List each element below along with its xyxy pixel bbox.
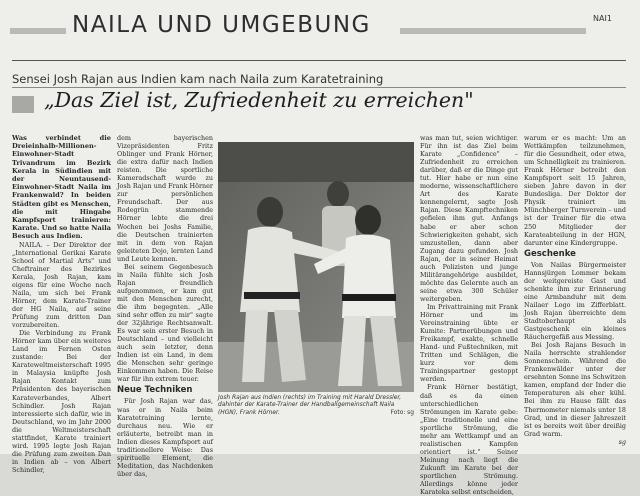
caption-text: Josh Rajan aus Indien (rechts) im Training mit Harald Dressler, dahinter der Karate-Trainer der Handballgemeinschaft Naila (HGN), Frank Hörner.: [218, 395, 402, 416]
body-paragraph: Bei Josh Rajans Besuch in Naila herrschte strahlender Sonnenschein. Während die Frankenwälder unter der ersehnten Sonne ins Schwitzen kamen, empfand der Inder die Temperaturen als eher kühl. Bei ihm zu Hause fällt das Thermometer niemals unter 18 Grad, und in dieser Jahreszeit ist es bereits weit über dreißig Grad warm.: [524, 341, 626, 438]
article-column-4: [524, 134, 626, 446]
body-paragraph: Bei seinem Gegenbesuch in Naila fühlte sich Josh Rajan freundlich aufgenommen, er kam gut mit den Menschen zurecht, die ihm begegnten. „Alle sind sehr offen zu mir" sagte der 32jährige Rechtsanwalt. Es war sein erster Besuch in Deutschland – und vielleicht auch sein letzter, denn Indien ist ein Land, in dem die Menschen sehr geringe Einkommen haben. Die Reise war für ihn extrem teuer.: [117, 262, 213, 384]
body-paragraph: NAILA. – Der Direktor der „International Gerikai Karate School of Martial Arts" und Cheftrainer des Bezirkes Kerala, Josh Rajan, kam eigens für eine Woche nach Naila, um sich bei Frank Hörner, dem Karate-Trainer der HG Naila, auf seine Prüfung zum dritten Dan vorzubereiten.: [12, 240, 111, 330]
article-kicker: Sensei Josh Rajan aus Indien kam nach Naila zum Karatetraining: [12, 72, 384, 86]
header-bar-right: [400, 28, 586, 34]
subheading: Geschenke: [524, 248, 576, 259]
body-paragraph: Frank Hörner bestätigt, daß es da einen unterschiedlichen Strömungen im Karate gebe: „Eine traditionelle und eine sportliche Strömung, die mehr am Wettkampf und an realistischen Kampfen orientiert ist." Seiner Meinung nach liegt die Zukunft im Karate bei der sportlichen Strömung. Allerdings könne jeder Karateka selbst entscheiden,: [420, 383, 518, 496]
header-bar-left: [10, 28, 66, 34]
body-paragraph: Von Nailas Bürgermeister Hannsjürgen Lommer bekam der weitgereiste Gast und schenkte ihm zur Erinnerung eine Armbanduhr mit dem Nailaer Logo im Zifferblatt. Josh Rajan überreichte dem Stadtoberhaupt als Gastgeschenk ein kleines Räuchergefäß aus Messing.: [524, 260, 626, 342]
photo-caption: [218, 395, 414, 417]
photo-credit: Foto: sg: [390, 409, 414, 416]
headline-marker: [12, 96, 34, 113]
lead-paragraph: Was verbindet die Dreieinhalb-Millionen-Einwohner-Stadt Trivandrum im Bezirk Kerala in Südindien mit der Neuntausend-Einwohner-Stadt Naila im Frankenwald? In beiden Städten gibt es Menschen, die mit Hingabe Kampfsport trainieren: Karate. Und so hatte Naila Besuch aus Indien.: [12, 134, 111, 241]
body-paragraph: Für Josh Rajan war das, was er in Naila beim Karatetraining lernte, durchaus neu. Wie er erläuterte, betreibt man in Indien dieses Kampfsport auf traditionellere Weise: Das spirituelle Element, die Meditation, das Nachdenken über das,: [117, 397, 213, 478]
body-paragraph: Im Privattraining mit Frank Hörner und im Vereinstraining übte er Kumite: Partnerübungen und Freikampf, exakte, schnelle Hand- und Fußtechniken, mit Tritten und Schlägen, die kurz vor dem Trainingspartner gestoppt werden.: [420, 302, 518, 384]
photo-image: [218, 142, 414, 392]
karate-training-photo: [218, 142, 414, 392]
article-column-3: [420, 134, 518, 496]
subheading: Neue Techniken: [117, 385, 193, 396]
page-id: NAI1: [593, 14, 612, 23]
article-column-1: [12, 134, 111, 474]
body-paragraph: was man tut, seien wichtiger. Für ihn ist das Ziel beim Karate „Confidence" – Zufriedenheit zu erreichen darüber, daß er die Dinge gut tut. Hier habe er nun eine moderne, wissenschaftlichere Art des Karate kennengelernt, sagte Josh Rajan. Diese Kampftechniken gefielen ihm gut. Anfangs habe er aber schon Schwierigkeiten gehabt, sich umzustellen, dann aber Zugang dazu gefunden. Josh Rajan, der in seiner Heimat auch Polizisten und junge Militärangehörige ausbildet, möchte das Gelernte auch an seine etwa 300 Schüler weitergeben.: [420, 134, 518, 303]
article-column-2: [117, 134, 213, 478]
article-headline: „Das Ziel ist, Zufriedenheit zu erreichen": [44, 88, 474, 112]
body-paragraph: warum er es macht: Um an Wettkämpfen teilzunehmen, für die Gesundheit, oder etwa, um Schnelligkeit zu trainieren. Frank Hörner betreibt den Kampfsport seit 15 Jahren, sieben Jahre davon in der Bundesliga. Der Doktor der Physik trainiert im Münchberger Turnverein – und ist der Trainer für die etwa 250 Mitglieder der Karateabteilung in der HGN, darunter eine Kindergruppe.: [524, 134, 626, 247]
author-signature: sg: [618, 437, 626, 446]
body-paragraph: dem bayerischen Vizepräsidenten Fritz Oblinger und Frank Hörner, die extra dafür nach Indien reisten. Die sportliche Kameradschaft wurde zu Josh Rajan und Frank Hörner zur persönlichen Freundschaft. Der aus Rodegrün stammende Hörner lebte die drei Wochen bei Joshs Familie, die Deutschen trainierten mit in dem von Rajan geleiteten Dojo, lernten Land und Leute kennen.: [117, 134, 213, 263]
header-rule: [12, 60, 626, 61]
section-title: NAILA UND UMGEBUNG: [72, 12, 371, 38]
body-paragraph: Die Verbindung zu Frank Hörner kam über ein weiteres Land im Fernen Osten zustande: Bei der Karateweltmeisterschaft 1995 in Malaysia knüpfte Josh Rajan Kontakt zum Präsidenten des bayerischen Karateverbandes, Albert Schindler. Josh Rajan interessierte sich dafür, wie in Deutschland, wo im Jahr 2000 die Weltmeisterschaft stattfindet, Karate trainiert wird. 1995 legte Josh Rajan die Prüfung zum zweiten Dan in Indien ab – von Albert Schindler,: [12, 329, 111, 474]
